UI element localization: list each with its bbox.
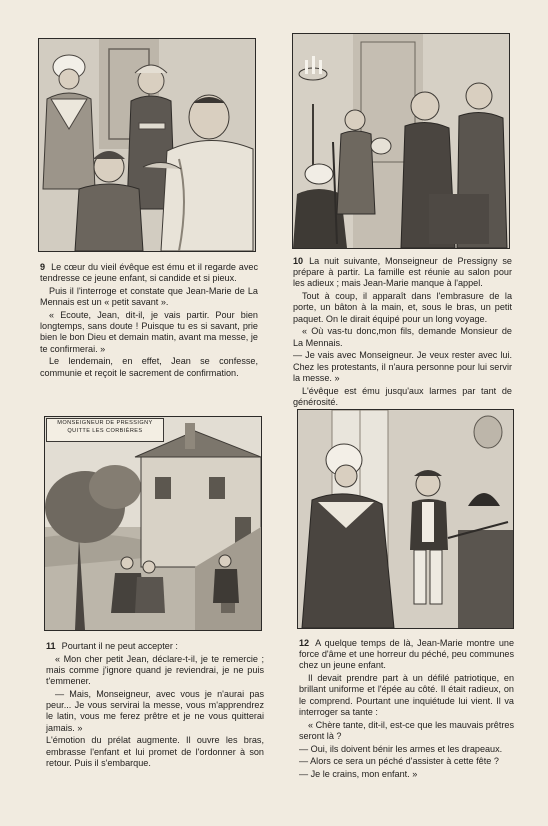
bishop-departing-corbieres-drawing	[45, 417, 261, 630]
caption-9-paragraph: « Ecoute, Jean, dit-il, je vais partir. Pour bien longtemps, sans doute ! Puisque tu es si savant, prie bien le bon Dieu et demain matin, avant ma messe, je te confirmerai. »	[40, 310, 258, 354]
panel-number-9: 9	[40, 262, 46, 272]
illustration-panel-11	[44, 416, 262, 631]
panel-number-12: 12	[299, 638, 310, 648]
caption-panel-10	[293, 256, 512, 410]
caption-12-paragraph: — Oui, ils doivent bénir les armes et les drapeaux.	[299, 743, 503, 754]
caption-12-paragraph: Il devait prendre part à un défilé patriotique, en brillant uniforme et l'épée au côté. Il était radieux, on le comprend. Pourtant une inquiétude lui vient. Il va interroger sa tante :	[299, 673, 514, 717]
caption-10-text-1: La nuit suivante, Monseigneur de Pressigny se prépare à partir. La famille est réunie au salon pour les adieux ; mais Jean-Marie manque à l'appel.	[293, 256, 512, 289]
bishop-blessing-boy-drawing	[39, 39, 255, 251]
caption-11-paragraph	[46, 641, 264, 652]
caption-11-paragraph: « Mon cher petit Jean, déclare-t-il, je te remercie ; mais comme j'ignore quand je reviendrai, je ne puis t'emmener.	[46, 653, 264, 687]
panel-number-11: 11	[46, 641, 56, 651]
caption-11-paragraph: — Mais, Monseigneur, avec vous je n'aurai pas peur... Je vous servirai la messe, vous m'apprendrez le latin, vous me ferez prêtre et je ne vous quitterai jamais. »	[46, 689, 264, 733]
caption-10-paragraph: Tout à coup, il apparaît dans l'embrasure de la porte, un bâton à la main, et, sous le bras, un petit paquet. On le dirait équipé pour un long voyage.	[293, 291, 512, 324]
caption-panel-12	[299, 638, 514, 782]
caption-9-paragraph: Puis il l'interroge et constate que Jean-Marie de La Mennais est un « petit savant ».	[40, 286, 258, 308]
illustration-panel-12	[297, 409, 514, 629]
sign-line-1: MONSEIGNEUR DE PRESSIGNY	[57, 420, 153, 426]
caption-panel-9	[40, 262, 258, 380]
boy-in-uniform-with-aunt-drawing	[298, 410, 513, 628]
caption-10-paragraph: « Où vas-tu donc,mon fils, demande Monsieur de La Mennais.	[293, 326, 512, 348]
panel-number-10: 10	[293, 256, 304, 266]
illustration-panel-9	[38, 38, 256, 252]
caption-12-paragraph: — Alors ce sera un péché d'assister à cette fête ?	[299, 756, 499, 767]
caption-12-paragraph	[299, 638, 514, 672]
family-farewell-salon-drawing	[293, 34, 509, 248]
caption-12-text-1: A quelque temps de là, Jean-Marie montre une force d'âme et une horreur du péché, peu communes chez un jeune enfant.	[299, 638, 514, 671]
caption-12-paragraph: « Chère tante, dit-il, est-ce que les mauvais prêtres seront là ?	[299, 719, 514, 741]
caption-12-paragraph: — Je le crains, mon enfant. »	[299, 769, 418, 780]
sign-line-2: QUITTE LES CORBIÈRES	[67, 428, 143, 434]
illustration-panel-10	[292, 33, 510, 249]
panel-11-caption-sign	[46, 418, 164, 442]
caption-11-text-1: Pourtant il ne peut accepter :	[61, 641, 178, 651]
caption-10-paragraph: L'évêque est ému jusqu'aux larmes par tant de générosité.	[293, 385, 512, 407]
caption-panel-11	[46, 641, 264, 771]
caption-10-paragraph	[293, 256, 512, 290]
caption-10-paragraph: — Je vais avec Monseigneur. Je veux rester avec lui. Chez les protestants, il n'aura personne pour lui servir la messe. »	[293, 350, 512, 383]
caption-9-text-1: Le cœur du vieil évêque est ému et il regarde avec tendresse ce jeune enfant, si candide et si pieux.	[40, 262, 258, 284]
caption-9-paragraph: Le lendemain, en effet, Jean se confesse, communie et reçoit le sacrement de confirmation.	[40, 356, 258, 378]
caption-11-paragraph: L'émotion du prélat augmente. Il ouvre les bras, embrasse l'enfant et lui promet de l'ordonner à son retour. Puis il s'embarque.	[46, 735, 264, 768]
caption-9-paragraph	[40, 262, 258, 284]
